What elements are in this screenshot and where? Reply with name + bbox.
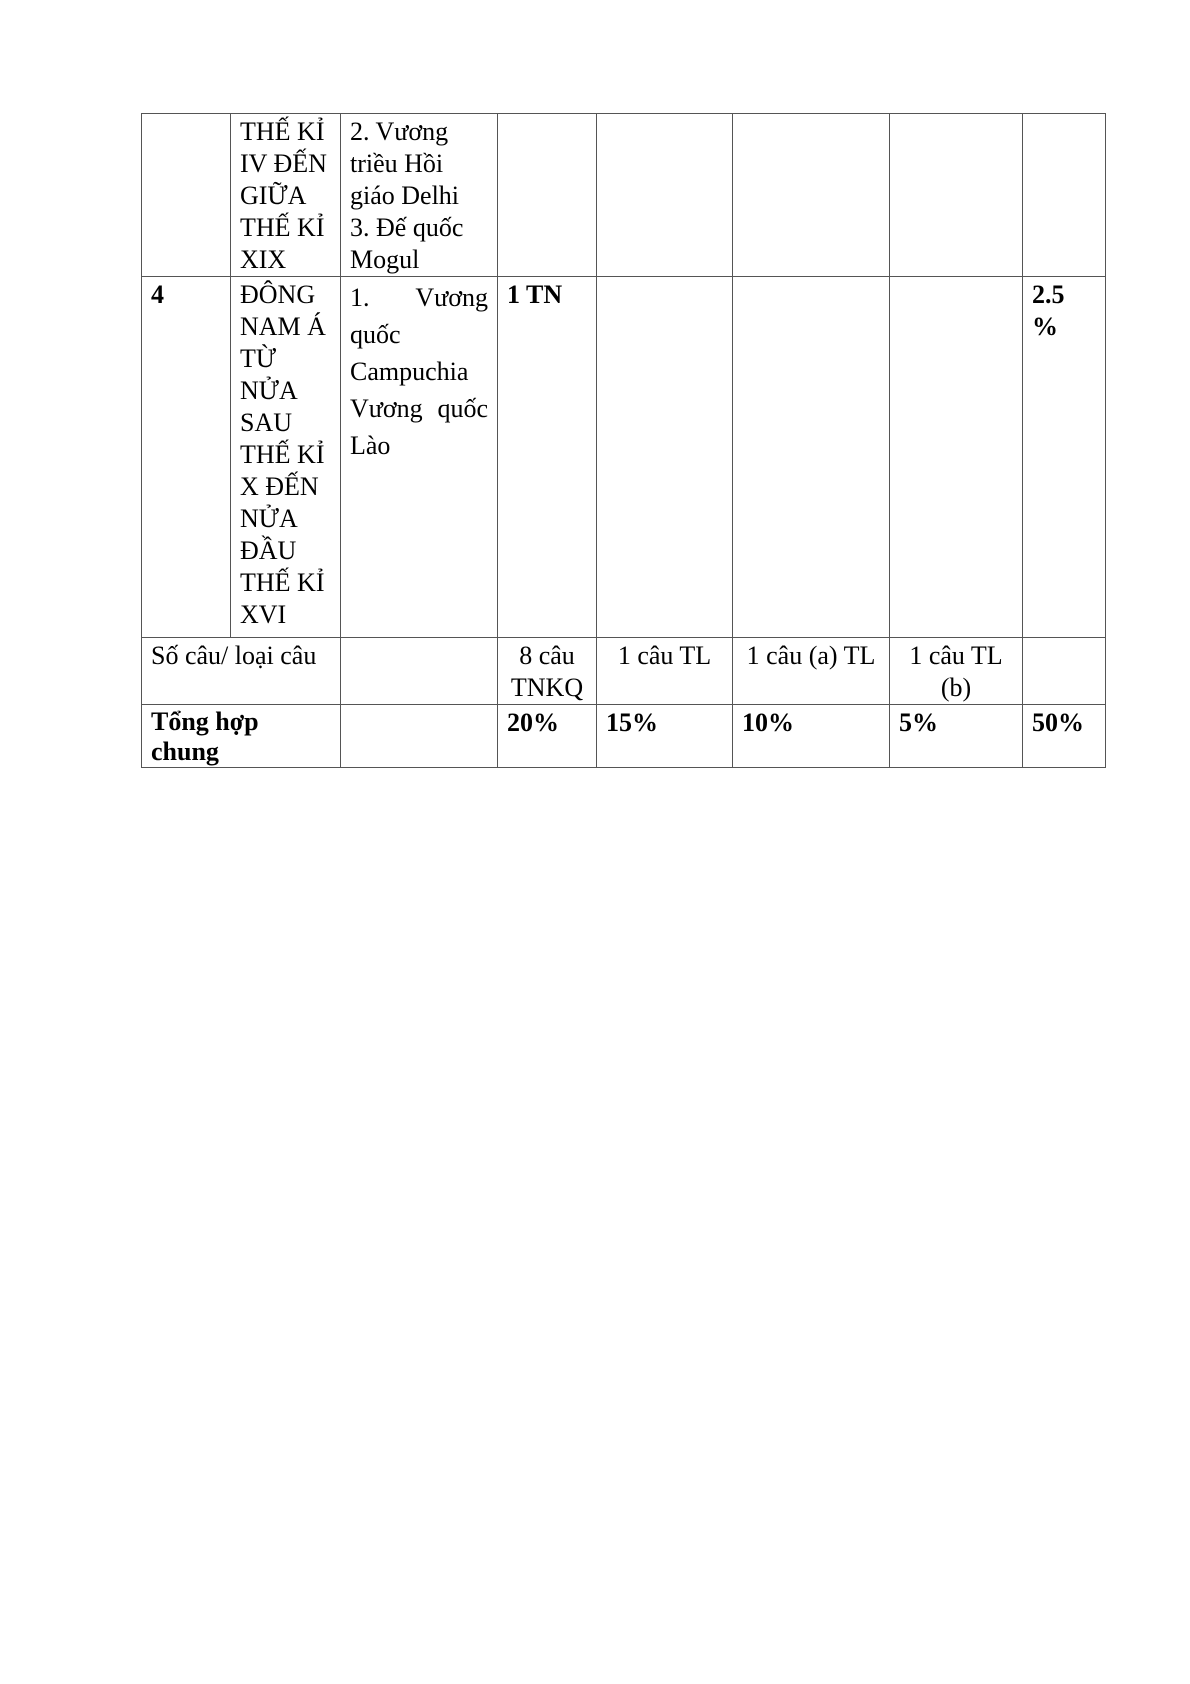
- total-percent-cell: [1023, 114, 1106, 277]
- stt-cell: 4: [142, 277, 231, 638]
- level-2-cell: [597, 277, 733, 638]
- summary-total-level-1: 20%: [498, 705, 597, 768]
- summary-total-total: 50%: [1023, 705, 1106, 768]
- summary-total-row: [142, 705, 1106, 768]
- level-4-cell: [890, 114, 1023, 277]
- summary-count-level-2: 1 câu TL: [597, 638, 733, 705]
- level-1-cell: 1 TN: [498, 277, 597, 638]
- level-1-cell: [498, 114, 597, 277]
- level-4-cell: [890, 277, 1023, 638]
- level-3-cell: [733, 114, 890, 277]
- stt-cell: [142, 114, 231, 277]
- summary-total-level-4: 5%: [890, 705, 1023, 768]
- summary-total-label: Tổng hợp chung: [142, 705, 341, 768]
- content-cell: 1. Vương quốc Campuchia Vương quốc Lào: [341, 277, 498, 638]
- total-percent-cell: 2.5 %: [1023, 277, 1106, 638]
- summary-count-label: Số câu/ loại câu: [142, 638, 341, 705]
- summary-count-row: [142, 638, 1106, 705]
- summary-total-level-2: 15%: [597, 705, 733, 768]
- table-row: [142, 114, 1106, 277]
- level-3-cell: [733, 277, 890, 638]
- chapter-cell: ĐÔNG NAM Á TỪ NỬA SAU THẾ KỈ X ĐẾN NỬA ĐẦU THẾ KỈ XVI: [231, 277, 341, 638]
- content-cell: 2. Vương triều Hồi giáo Delhi 3. Đế quốc Mogul: [341, 114, 498, 277]
- summary-count-empty-cell: [341, 638, 498, 705]
- level-2-cell: [597, 114, 733, 277]
- summary-count-level-3: 1 câu (a) TL: [733, 638, 890, 705]
- summary-count-total: [1023, 638, 1106, 705]
- chapter-cell: THẾ KỈ IV ĐẾN GIỮA THẾ KỈ XIX: [231, 114, 341, 277]
- assessment-matrix-table: [141, 113, 1106, 768]
- summary-count-level-4: 1 câu TL (b): [890, 638, 1023, 705]
- summary-total-level-3: 10%: [733, 705, 890, 768]
- table-row: [142, 277, 1106, 638]
- summary-total-empty-cell: [341, 705, 498, 768]
- summary-count-level-1: 8 câu TNKQ: [498, 638, 597, 705]
